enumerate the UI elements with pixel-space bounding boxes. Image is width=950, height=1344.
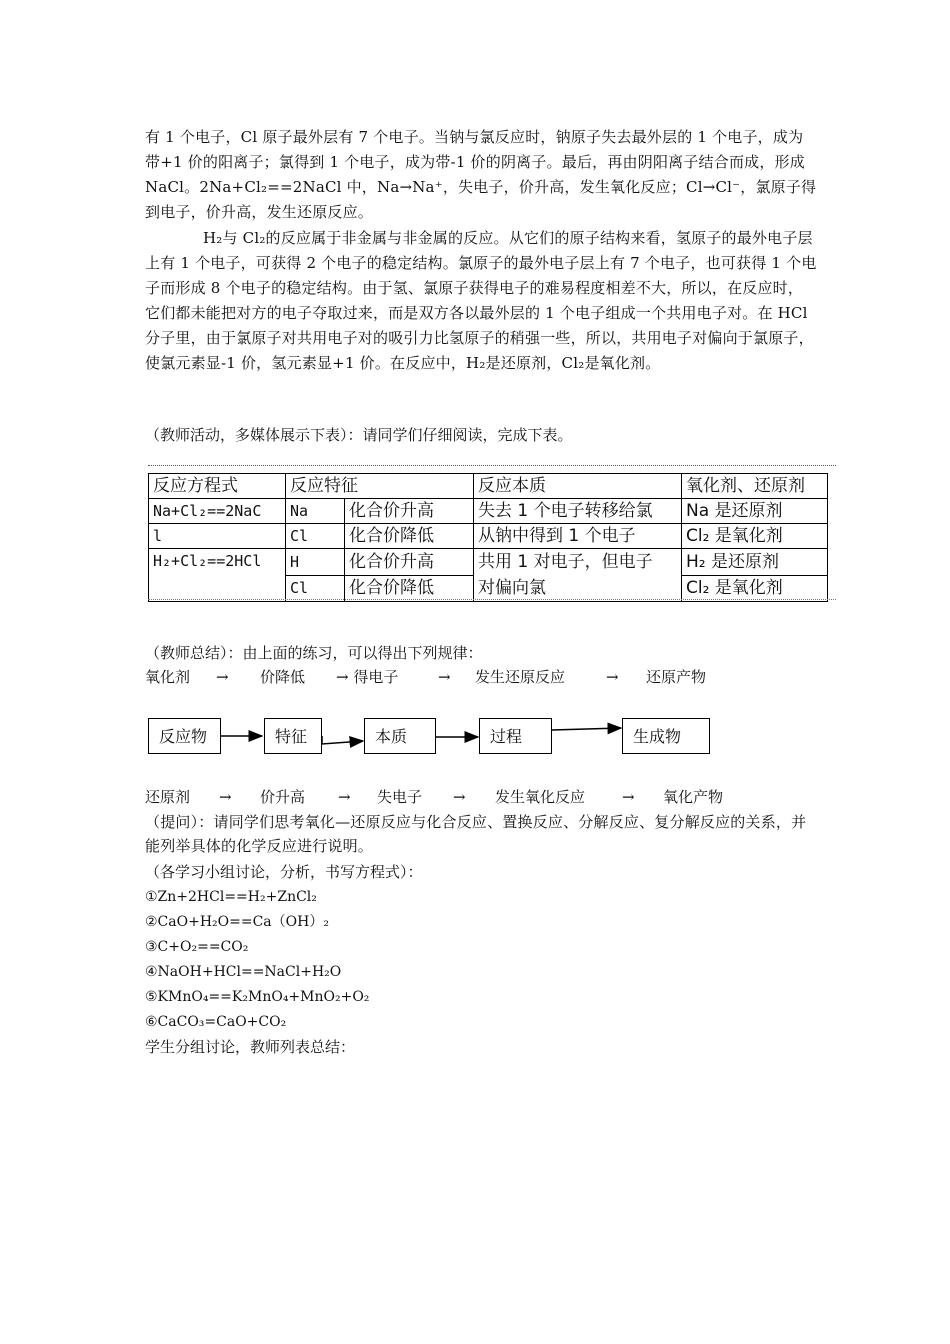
flow-box-process: 过程 [479, 718, 552, 754]
cell-r1-cl-essence: 从钠中得到 1 个电子 [474, 524, 682, 549]
paragraph-h2-cl2: H₂与 Cl₂的反应属于非金属与非金属的反应。从它们的原子结构来看，氢原子的最外电子层上有 1 个电子，可获得 2 个电子的稳定结构。氯原子的最外电子层上有 7 个电子，也可获得 1 个电子而形成 8 个电子的稳定结构。由于氢、氯原子获得电子的难易程度相差不大，所以，在反应时，它们都未能把对方的电子夺取过来，而是双方各以最外层的 1 个电子组成一个共用电子对。在 HCl 分子里，由于氯原子对共用电子对的吸引力比氢原子的稍强一些，所以，共用电子对偏向于氯原子，使氯元素显-1 价，氢元素显+1 价。在反应中，H₂是还原剂，Cl₂是氧化剂。 [145, 229, 817, 372]
cell-r1-cl-feature: 化合价降低 [345, 524, 474, 549]
teacher-activity-line: （教师活动，多媒体展示下表）：请同学们仔细阅读，完成下表。 [145, 426, 573, 444]
equation-2: ②CaO+H₂O==Ca（OH）₂ [145, 914, 329, 930]
lose-electron-label: 失电子 [377, 788, 423, 806]
equation-5: ⑤KMnO₄==K₂MnO₄+MnO₂+O₂ [145, 989, 370, 1005]
gain-electron-label: → 得电子 [336, 668, 399, 686]
closing-line: 学生分组讨论，教师列表总结： [145, 1038, 356, 1056]
equation-4: ④NaOH+HCl==NaCl+H₂O [145, 964, 342, 980]
equation-1: ①Zn+2HCl==H₂+ZnCl₂ [145, 889, 317, 905]
cell-r1-cl: Cl [286, 524, 345, 549]
cell-r2-essence-line1: 共用 1 对电子，但电子 [478, 552, 653, 572]
reductant-row [145, 786, 765, 808]
flow-box-reactant: 反应物 [148, 718, 221, 754]
arrow-text: → [606, 668, 619, 686]
summary-intro: （教师总结）：由上面的练习，可以得出下列规律： [145, 644, 483, 662]
cell-r1-na: Na [286, 499, 345, 524]
arrow-text: → [622, 788, 635, 806]
cell-r2-essence-line2: 对偏向氯 [478, 578, 546, 598]
header-essence: 反应本质 [474, 474, 682, 499]
cell-r2-h-agent: H₂ 是还原剂 [682, 549, 828, 576]
valence-down-label: 价降低 [260, 668, 306, 686]
reduction-reaction-label: 发生还原反应 [475, 668, 566, 686]
cell-r2-cl-agent: Cl₂ 是氧化剂 [682, 575, 828, 602]
equation-3: ③C+O₂==CO₂ [145, 939, 249, 955]
arrow-text: → [453, 788, 466, 806]
cell-r2-cl-feature: 化合价降低 [345, 575, 474, 602]
reduction-product-label: 还原产物 [646, 668, 707, 686]
arrow-text: → [219, 788, 232, 806]
oxidant-label: 氧化剂 [145, 668, 191, 686]
question-paragraph: （提问）：请同学们思考氧化—还原反应与化合反应、置换反应、分解反应、复分解反应的关系，并能列举具体的化学反应进行说明。 [145, 813, 807, 855]
cell-r2-equation: H₂+Cl₂==2HCl [149, 549, 286, 602]
cell-r2-h: H [286, 549, 345, 576]
flow-arrow [552, 728, 621, 730]
cell-r1-equation-cont: l [149, 524, 286, 549]
oxidation-reaction-label: 发生氧化反应 [495, 788, 586, 806]
cell-r2-h-feature: 化合价升高 [345, 549, 474, 576]
cell-r1-na-agent: Na 是还原剂 [682, 499, 828, 524]
oxidation-product-label: 氧化产物 [663, 788, 724, 806]
arrow-text: → [438, 668, 451, 686]
cell-r2-cl: Cl [286, 575, 345, 602]
cell-r1-na-essence: 失去 1 个电子转移给氯 [474, 499, 682, 524]
cell-r1-equation: Na+Cl₂==2NaC [149, 499, 286, 524]
paragraph-nacl: 有 1 个电子，Cl 原子最外层有 7 个电子。当钠与氯反应时，钠原子失去最外层的 1 个电子，成为带+1 价的阳离子；氯得到 1 个电子，成为带-1 价的阴离子。最后，再由阴阳离子结合而成，形成 NaCl。2Na+Cl₂==2NaCl 中，Na→Na⁺，失电子，价升高，发生氧化反应；Cl→Cl⁻，氯原子得到电子，价升高，发生还原反应。 [145, 128, 817, 221]
header-equation: 反应方程式 [149, 474, 286, 499]
equation-6: ⑥CaCO₃=CaO+CO₂ [145, 1014, 287, 1030]
reductant-label: 还原剂 [145, 788, 191, 806]
flow-box-feature: 特征 [264, 718, 322, 754]
flow-arrow [322, 736, 363, 744]
group-discussion-intro: （各学习小组讨论，分析，书写方程式）： [145, 863, 423, 881]
cell-r1-cl-agent: Cl₂ 是氧化剂 [682, 524, 828, 549]
header-agent: 氧化剂、还原剂 [682, 474, 828, 499]
arrow-text: → [338, 788, 351, 806]
cell-r1-na-feature: 化合价升高 [345, 499, 474, 524]
valence-up-label: 价升高 [260, 788, 306, 806]
flow-box-product: 生成物 [622, 718, 710, 754]
arrow-text: → [216, 668, 229, 686]
header-feature: 反应特征 [286, 474, 474, 499]
flow-box-essence: 本质 [364, 718, 436, 754]
